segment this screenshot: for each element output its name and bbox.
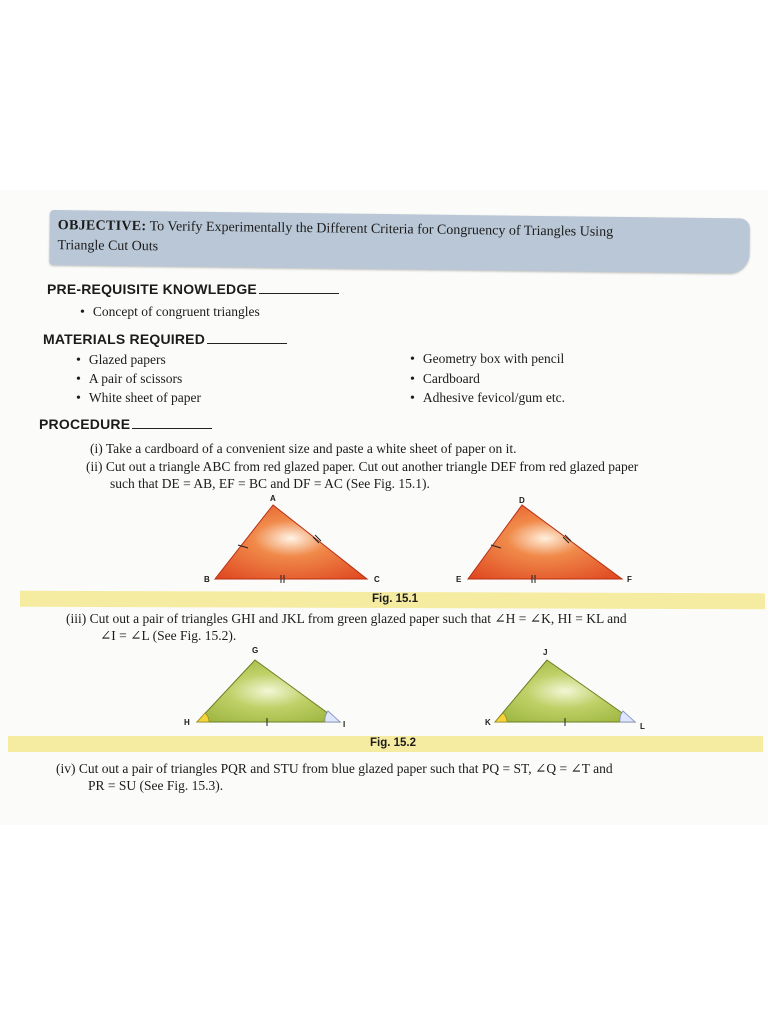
objective-banner (49, 210, 750, 274)
material-item: • Geometry box with pencil (410, 350, 564, 369)
procedure-step-4-line2: PR = SU (See Fig. 15.3). (88, 778, 224, 793)
objective-label: OBJECTIVE: (57, 218, 147, 235)
vertex-label-i: I (343, 720, 346, 729)
triangle-def (468, 505, 622, 579)
prereq-heading: PRE-REQUISITE KNOWLEDGE (47, 281, 339, 297)
objective-text (57, 216, 613, 263)
procedure-heading: PROCEDURE (39, 416, 212, 432)
material-item: • Glazed papers (76, 351, 166, 370)
material-item: • Adhesive fevicol/gum etc. (410, 389, 565, 408)
procedure-step-2-line1: (ii) Cut out a triangle ABC from red glazed paper. Cut out another triangle DEF from red glazed paper (86, 459, 639, 474)
objective-line1: To Verify Experimentally the Different Criteria for Congruency of Triangles Using (149, 219, 614, 240)
vertex-label-k: K (485, 718, 491, 727)
vertex-label-e: E (456, 575, 462, 584)
procedure-step-1: (i) Take a cardboard of a convenient size and paste a white sheet of paper on it. (90, 441, 517, 456)
vertex-label-l: L (640, 722, 645, 731)
vertex-label-c: C (374, 575, 380, 584)
figure-caption-15-1: Fig. 15.1 (372, 593, 419, 605)
materials-heading: MATERIALS REQUIRED (43, 331, 287, 347)
procedure-step-2-line2: such that DE = AB, EF = BC and DF = AC (See Fig. 15.1). (110, 476, 430, 491)
figure-caption-15-2: Fig. 15.2 (370, 737, 417, 749)
vertex-label-g: G (252, 646, 259, 655)
figure-15-2 (185, 650, 655, 735)
triangle-ghi (197, 660, 340, 722)
objective-line2: Triangle Cut Outs (57, 238, 159, 255)
material-item: • Cardboard (410, 370, 480, 389)
vertex-label-a: A (270, 494, 276, 503)
triangle-abc (215, 505, 367, 579)
procedure-step-4-line1: (iv) Cut out a pair of triangles PQR and STU from blue glazed paper such that PQ = ST, ∠Q = ∠T and (56, 761, 613, 776)
vertex-label-d: D (519, 496, 525, 505)
triangle-jkl (495, 660, 635, 722)
material-item: • White sheet of paper (76, 389, 201, 408)
vertex-label-h: H (184, 718, 190, 727)
material-item: • A pair of scissors (76, 370, 182, 389)
figure-15-1 (195, 492, 655, 587)
vertex-label-j: J (543, 648, 548, 657)
procedure-step-3-line2: ∠I = ∠L (See Fig. 15.2). (100, 628, 237, 643)
procedure-step-3-line1: (iii) Cut out a pair of triangles GHI and JKL from green glazed paper such that ∠H = ∠K, HI = KL and (66, 611, 627, 626)
vertex-label-b: B (204, 575, 210, 584)
vertex-label-f: F (627, 575, 632, 584)
prereq-item: • Concept of congruent triangles (80, 303, 260, 322)
